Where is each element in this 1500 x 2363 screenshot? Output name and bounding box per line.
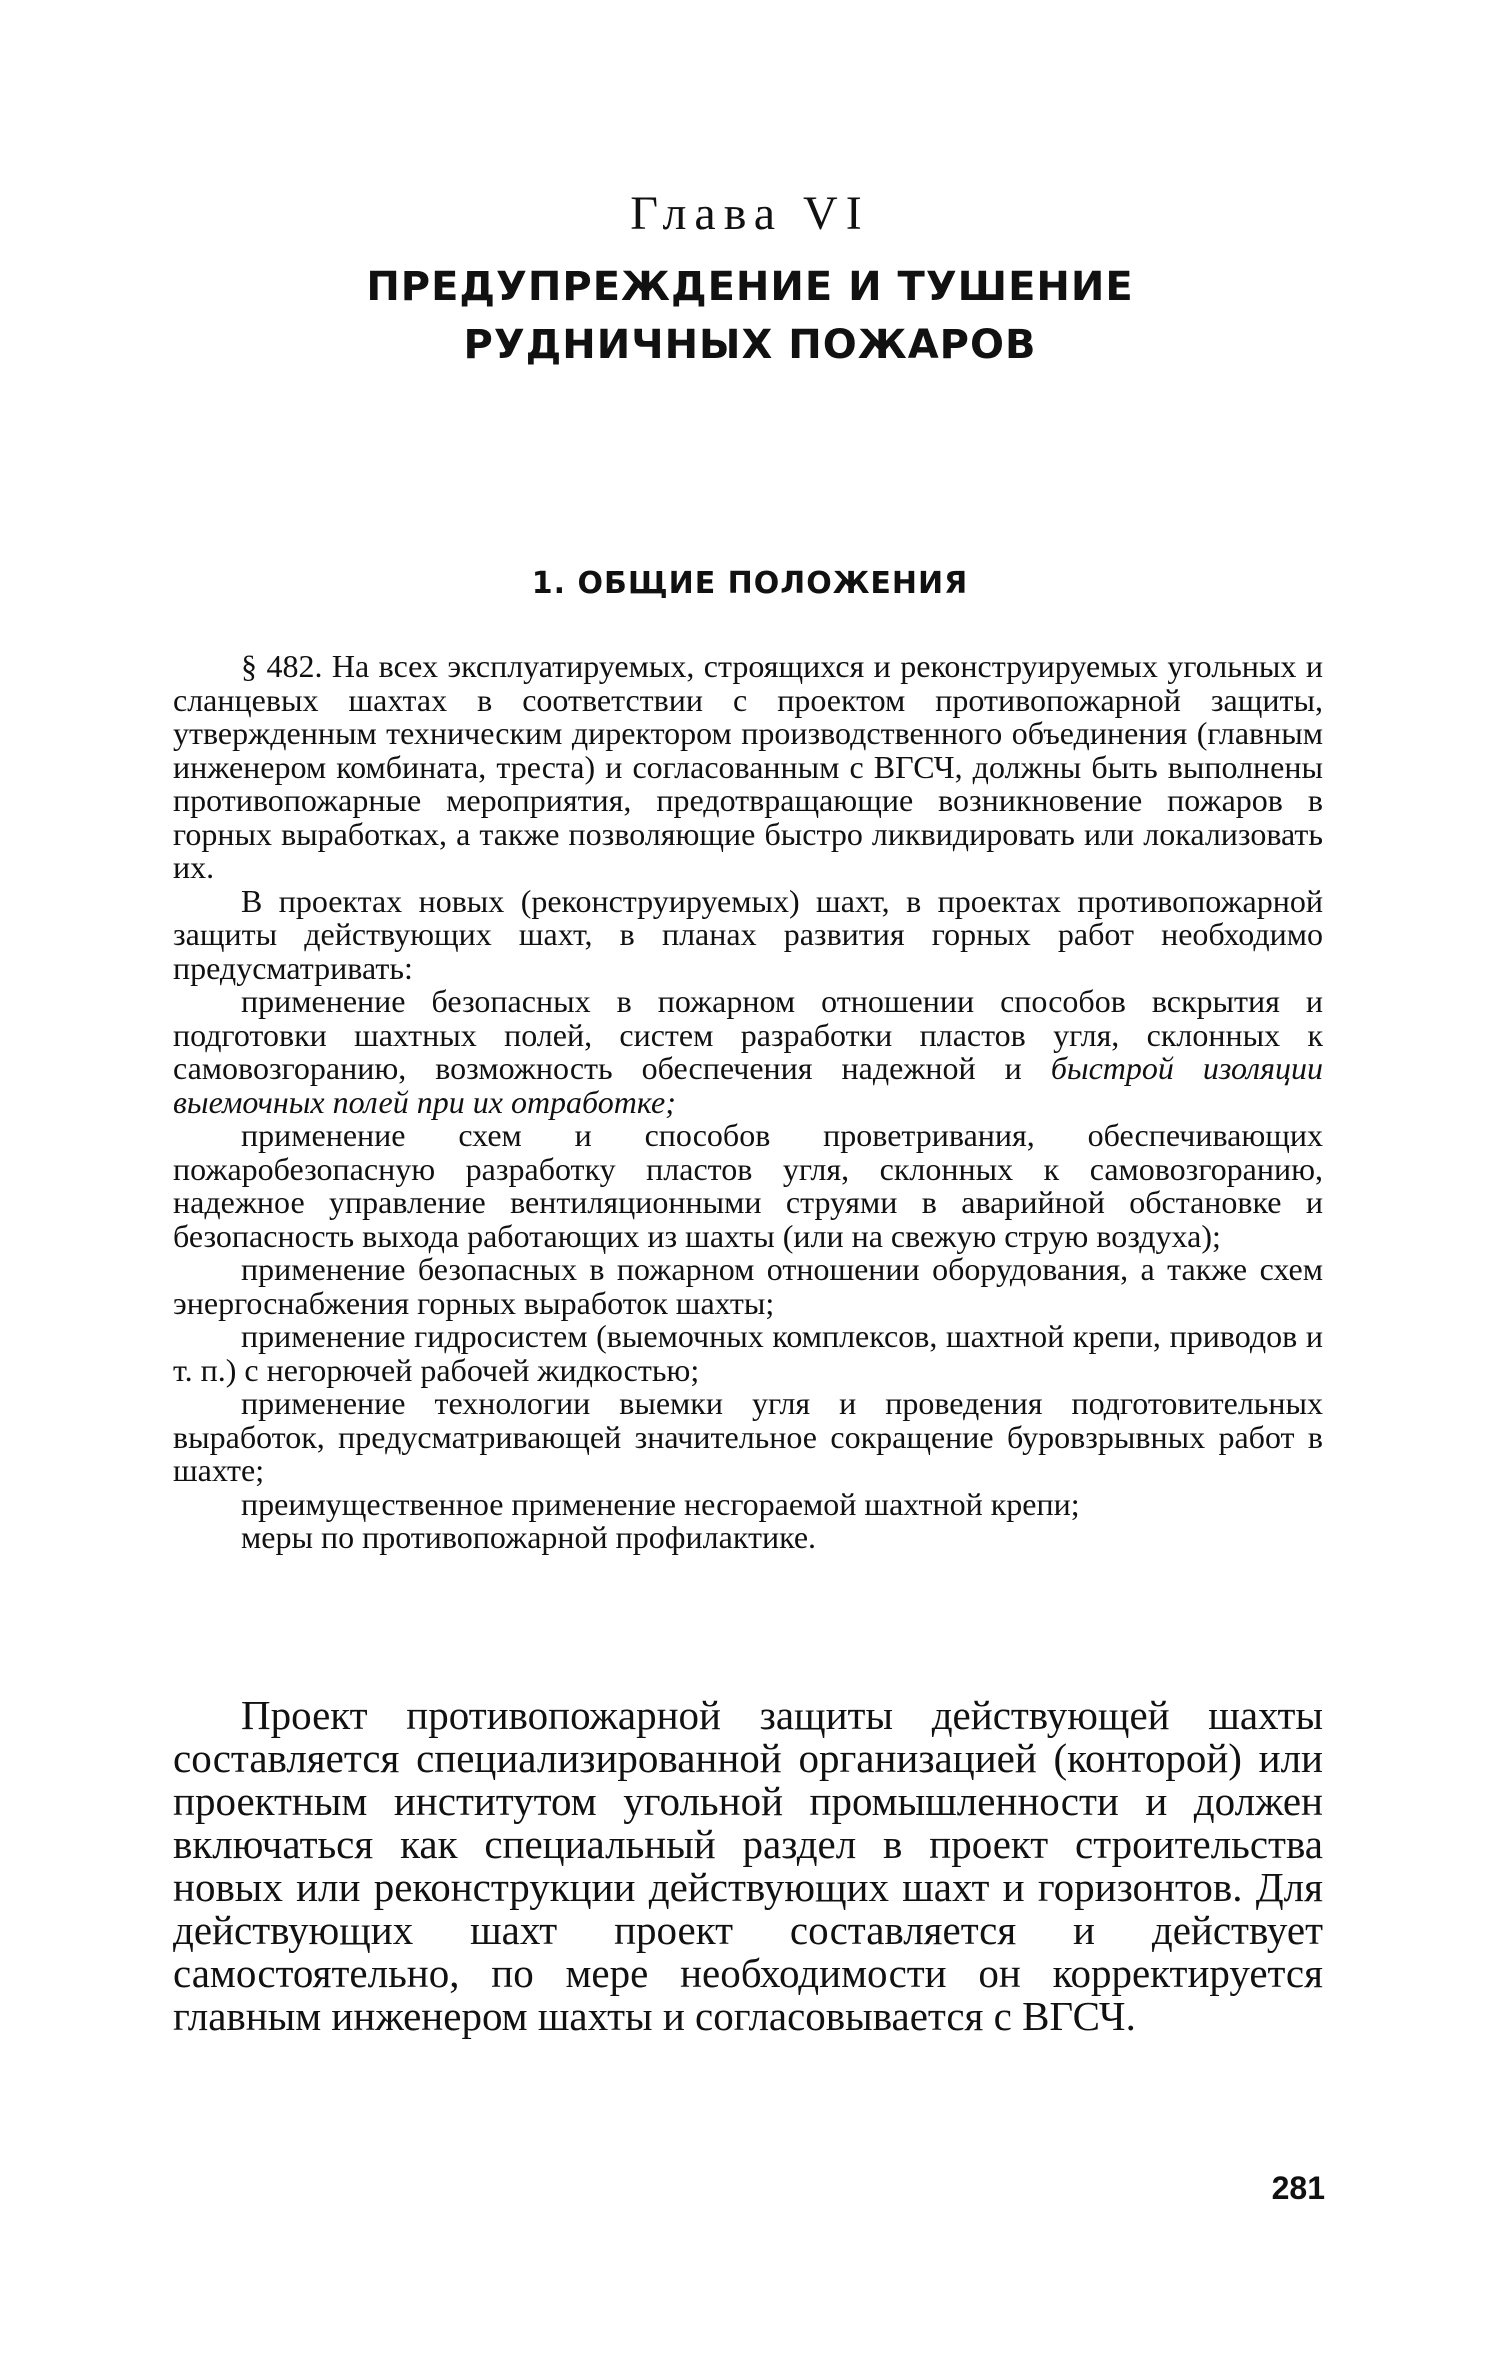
- list-item-6: преимущественное применение несгораемой шахтной крепи;: [241, 1485, 1080, 1522]
- chapter-title-line-2: РУДНИЧНЫХ ПОЖАРОВ: [463, 322, 1037, 368]
- list-item-4: применение гидросистем (выемочных комплексов, шахтной крепи, приводов и т. п.) с негорючей рабочей жидкостью;: [173, 1318, 1323, 1388]
- paragraph-project: Проект противопожарной защиты действующей шахты составляется специализированной организацией (конторой) или проектным институтом угольной промышленности и должен включаться как специальный раздел в проект строительства новых или реконструкции действующих шахт и горизонтов. Для действующих шахт проект составляется и действует самостоятельно, по мере необходимости он корректируется главным инженером шахты и согласовывается с ВГСЧ.: [173, 1692, 1323, 2039]
- body-text-large: [173, 1694, 1323, 2038]
- list-item-2: применение схем и способов проветривания, обеспечивающих пожаробезопасную разработку пластов угля, склонных к самовозгоранию, надежное управление вентиляционными струями в аварийной обстановке и безопасность выхода работающих из шахты (или на свежую струю воздуха);: [173, 1117, 1323, 1254]
- list-item-1: [173, 985, 1323, 1119]
- page-number: 281: [1271, 2170, 1325, 2206]
- chapter-label: Глава VI: [630, 187, 870, 240]
- list-item-1-italic: быстрой изоляции выемочных полей при их отработке;: [173, 1050, 1324, 1120]
- chapter-title-line-1: ПРЕДУПРЕЖДЕНИЕ И ТУШЕНИЕ: [366, 264, 1134, 310]
- list-item-5: применение технологии выемки угля и проведения подготовительных выработок, предусматривающей значительное сокращение буровзрывных работ в шахте;: [173, 1385, 1323, 1488]
- list-item-7: меры по противопожарной профилактике.: [241, 1519, 817, 1555]
- paragraph-intro: В проектах новых (реконструируемых) шахт, в проектах противопожарной защиты действующих шахт, в планах развития горных работ необходимо предусматривать:: [173, 882, 1323, 986]
- paragraph-482: § 482. На всех эксплуатируемых, строящихся и реконструируемых угольных и сланцевых шахтах в соответствии с проектом противопожарной защиты, утвержденным техническим директором производственного объединения (главным инженером комбината, треста) и согласованным с ВГСЧ, должны быть выполнены противопожарные мероприятия, предотвращающие возникновение пожаров в горных выработках, а также позволяющие быстро ликвидировать или локализовать их.: [173, 648, 1323, 885]
- list-item-1-text: применение безопасных в пожарном отношении способов вскрытия и подготовки шахтных полей, систем разработки пластов угля, склонных к самовозгоранию, возможность обеспечения надежной и: [173, 983, 1323, 1086]
- body-text-small: [173, 650, 1323, 1555]
- chapter-title: [0, 258, 1500, 374]
- list-item-3: применение безопасных в пожарном отношении оборудования, а также схем энергоснабжения горных выработок шахты;: [173, 1251, 1323, 1321]
- section-heading: 1. ОБЩИЕ ПОЛОЖЕНИЯ: [531, 566, 969, 601]
